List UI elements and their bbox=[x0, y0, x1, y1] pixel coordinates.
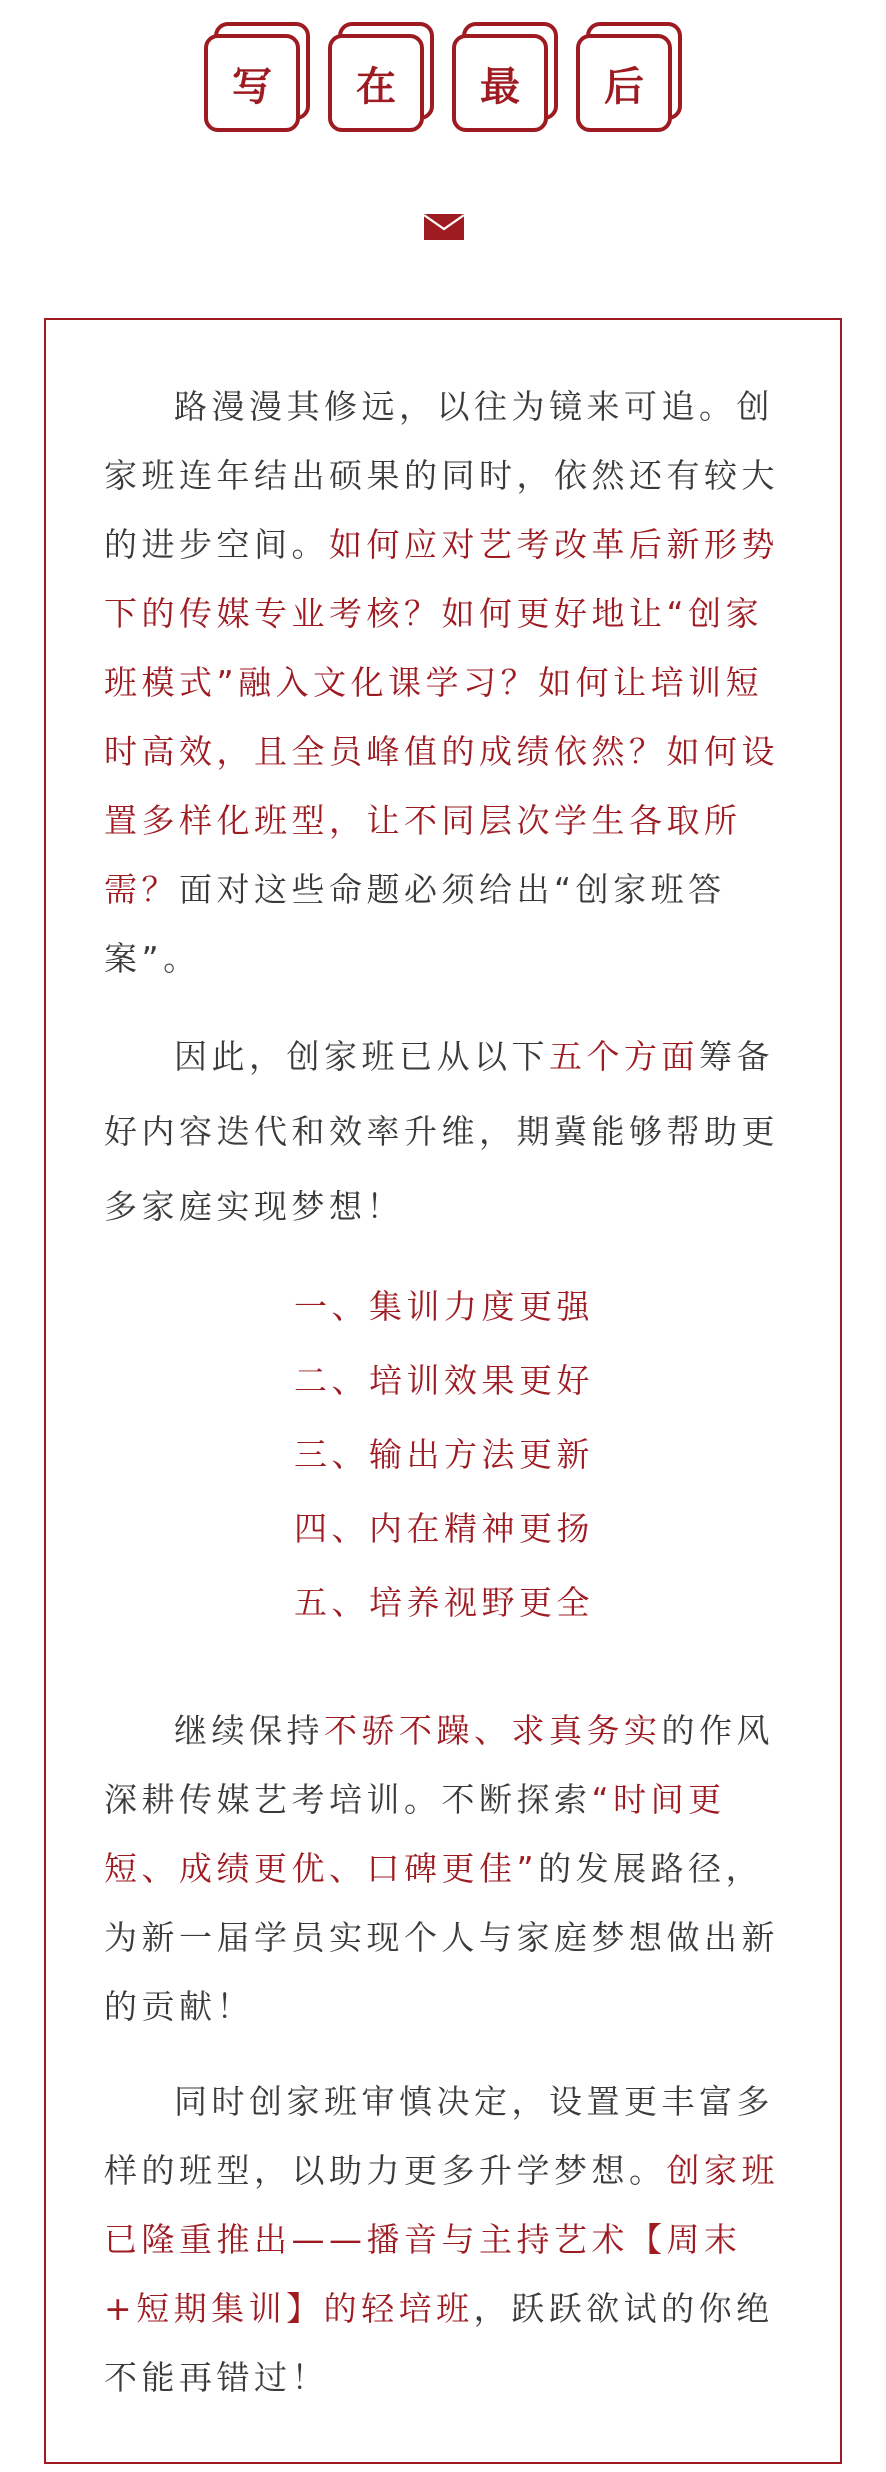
aspect-item: 二、培训效果更好 bbox=[294, 1361, 594, 1400]
title-tile-4 bbox=[576, 24, 684, 132]
highlight-new-class: 创家班已隆重推出——播音与主持艺术【周末+短期集训】的轻培班 bbox=[104, 2151, 779, 2328]
highlight-goals: “时间更短、成绩更优、口碑更佳” bbox=[104, 1780, 726, 1888]
text-segment: 的发展路径，为新一届学员实现个人与家庭梦想做出新的贡献！ bbox=[104, 1849, 779, 2026]
text-segment: 面对这些命题必须给出“创家班答案”。 bbox=[104, 870, 726, 978]
title-char-2: 在 bbox=[328, 34, 424, 132]
highlight-questions: 如何应对艺考改革后新形势下的传媒专业考核？如何更好地让“创家班模式”融入文化课学习？如何让培训短时高效，且全员峰值的成绩依然？如何设置多样化班型，让不同层次学生各取所需？ bbox=[104, 525, 779, 909]
section-title bbox=[204, 24, 694, 134]
title-tile-3 bbox=[452, 24, 560, 132]
text-segment: 因此，创家班已从以下 bbox=[174, 1037, 549, 1076]
text-segment: 继续保持 bbox=[174, 1711, 324, 1750]
aspect-item: 一、集训力度更强 bbox=[294, 1287, 594, 1326]
text-segment: 筹备好内容迭代和效率升维，期冀能够帮助更多家庭实现梦想！ bbox=[104, 1037, 779, 1226]
article-body bbox=[104, 372, 784, 2438]
paragraph-aspects-intro bbox=[104, 1019, 784, 1244]
aspect-item: 五、培养视野更全 bbox=[294, 1583, 594, 1622]
text-segment: 路漫漫其修远，以往为镜来可追。创家班连年结出硕果的同时，依然还有较大的进步空间。 bbox=[104, 387, 779, 564]
highlight-five-aspects: 五个方面 bbox=[549, 1037, 699, 1076]
paragraph-style bbox=[104, 1696, 784, 2041]
aspect-item: 三、输出方法更新 bbox=[294, 1435, 594, 1474]
text-segment: ，跃跃欲试的你绝不能再错过！ bbox=[104, 2289, 774, 2397]
paragraph-new-class bbox=[104, 2067, 784, 2412]
highlight-attitude: 不骄不躁、求真务实 bbox=[324, 1711, 662, 1750]
paragraph-intro bbox=[104, 372, 784, 993]
text-segment: 同时创家班审慎决定，设置更丰富多样的班型，以助力更多升学梦想。 bbox=[104, 2082, 774, 2190]
title-tile-2 bbox=[328, 24, 436, 132]
title-tile-1 bbox=[204, 24, 312, 132]
aspect-item: 四、内在精神更扬 bbox=[294, 1509, 594, 1548]
title-char-1: 写 bbox=[204, 34, 300, 132]
title-char-4: 后 bbox=[576, 34, 672, 132]
envelope-icon bbox=[424, 214, 464, 240]
text-segment: 的作风深耕传媒艺考培训。不断探索 bbox=[104, 1711, 774, 1819]
title-char-3: 最 bbox=[452, 34, 548, 132]
aspects-list bbox=[104, 1270, 784, 1640]
